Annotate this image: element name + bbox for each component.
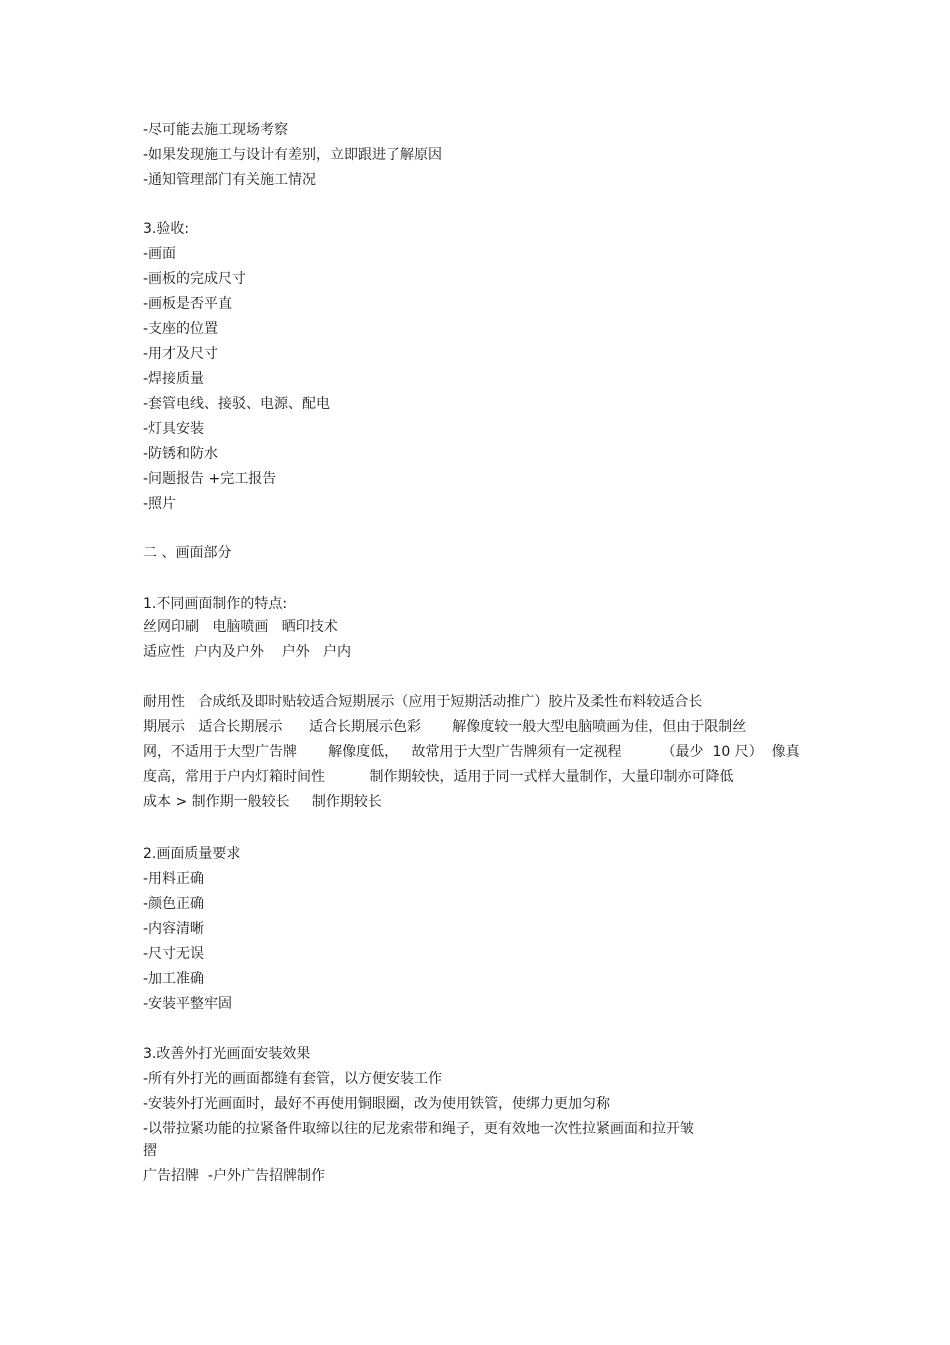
list-item: -用才及尺寸 [143,346,219,362]
list-item: -安装平整牢固 [143,996,233,1012]
list-item: -安装外打光画面时，最好不再使用铜眼圈，改为使用铁管，使绑力更加匀称 [143,1096,611,1112]
text-line: 耐用性 合成纸及即时贴较适合短期展示（应用于短期活动推广）胶片及柔性布料较适合长 [143,694,703,710]
section-heading: 二 、画面部分 [143,545,232,561]
section-heading: 2.画面质量要求 [143,846,241,862]
list-item: -防锈和防水 [143,446,219,462]
list-item: -问题报告 +完工报告 [143,471,277,487]
list-item: -画面 [143,246,177,262]
text-line: -通知管理部门有关施工情况 [143,172,317,188]
list-item: -画板是否平直 [143,296,233,312]
text-line: -尽可能去施工现场考察 [143,122,289,138]
text-line: 摺 [143,1143,157,1159]
text-line: 丝网印刷 电脑喷画 晒印技术 [143,619,338,635]
text-line: -如果发现施工与设计有差别，立即跟进了解原因 [143,147,443,163]
list-item: -用料正确 [143,871,205,887]
section-heading: 3.验收: [143,221,190,237]
list-item: -颜色正确 [143,896,205,912]
list-item: -焊接质量 [143,371,205,387]
list-item: -灯具安装 [143,421,205,437]
list-item: -画板的完成尺寸 [143,271,247,287]
text-line: 成本 > 制作期一般较长 制作期较长 [143,794,382,810]
section-heading: 1.不同画面制作的特点: [143,596,288,612]
list-item: -以带拉紧功能的拉紧备件取缔以往的尼龙索带和绳子，更有效地一次性拉紧画面和拉开皱 [143,1121,695,1137]
list-item: -尺寸无误 [143,946,205,962]
section-heading: 3.改善外打光画面安装效果 [143,1046,311,1062]
text-line: 度高，常用于户内灯箱时间性 制作期较快，适用于同一式样大量制作，大量印制亦可降低 [143,769,734,785]
list-item: -所有外打光的画面都缝有套管，以方便安装工作 [143,1071,443,1087]
list-item: -照片 [143,496,177,512]
list-item: -加工准确 [143,971,205,987]
text-line: 适应性 户内及户外 户外 户内 [143,644,352,660]
text-line: 网，不适用于大型广告牌 解像度低， 故常用于大型广告牌须有一定视程 （最少 10 尺） 像真 [143,744,800,760]
list-item: -支座的位置 [143,321,219,337]
text-line: 广告招牌 -户外广告招牌制作 [143,1168,325,1184]
list-item: -内容清晰 [143,921,205,937]
list-item: -套管电线、接驳、电源、配电 [143,396,331,412]
text-line: 期展示 适合长期展示 适合长期展示色彩 解像度较一般大型电脑喷画为佳，但由于限制丝 [143,719,747,735]
